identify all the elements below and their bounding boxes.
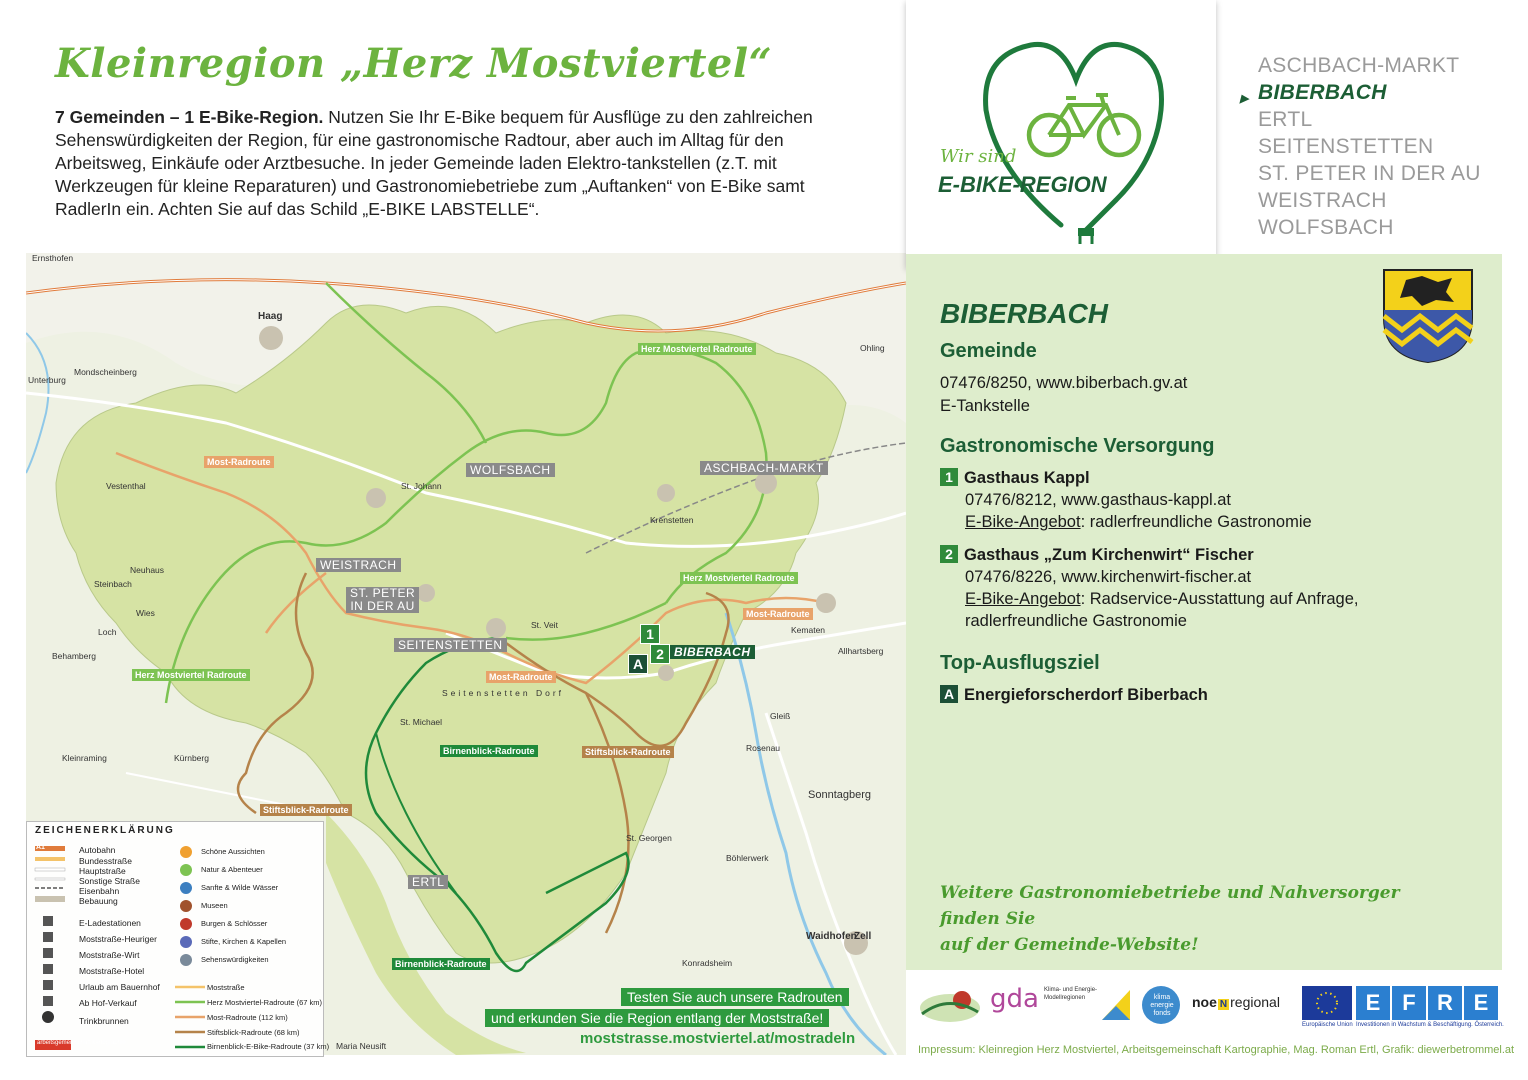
marker-gastro-2[interactable]: 2	[650, 644, 670, 664]
coat-of-arms-icon	[1382, 268, 1474, 364]
municipality-item[interactable]: ERTL	[1258, 108, 1313, 131]
e-bike-region-logo	[906, 0, 1216, 268]
eu-flag-icon	[1302, 986, 1352, 1020]
top-letter: A	[940, 685, 958, 703]
map-place: Rosenau	[746, 743, 781, 753]
map-place: Ohling	[860, 343, 885, 353]
town-label-wolfsbach: WOLFSBACH	[466, 463, 555, 477]
legend-most-route: Most-Radroute (112 km)	[207, 1013, 288, 1022]
gastro-name-2: Gasthaus „Zum Kirchenwirt“ Fischer	[964, 546, 1254, 564]
map-legend	[26, 821, 330, 1057]
legend-a1-badge: A1	[36, 844, 45, 851]
legend-bauernhof: Urlaub am Bauernhof	[79, 982, 160, 992]
gemeinde-heading: Gemeinde	[940, 340, 1037, 362]
info-title: BIBERBACH	[940, 298, 1108, 329]
gastro-item-2	[940, 544, 1480, 632]
map-place: St. Johann	[401, 481, 442, 491]
klima-logo: Klima- und Energie-Modellregionen	[1044, 987, 1098, 1001]
map-place: Allhartsberg	[838, 646, 884, 656]
legend-sehenswuerdigkeiten: Sehenswürdigkeiten	[201, 955, 269, 964]
tagline-line-2: auf der Gemeinde-Website!	[940, 935, 1199, 955]
town-label-stpeter	[346, 587, 419, 613]
map-place: Gleiß	[770, 711, 791, 721]
efre-letter: F	[1392, 986, 1426, 1020]
map-place: Vestenthal	[106, 481, 146, 491]
marker-ausflugsziel-a[interactable]: A	[628, 654, 648, 674]
gastro-offer-label-1: E-Bike-Angebot	[965, 513, 1081, 531]
map-place: Sonntagberg	[808, 789, 871, 801]
herz-mostviertel-logo-icon	[918, 984, 982, 1028]
map-place: St. Georgen	[626, 833, 672, 843]
noe-n-icon: N	[1219, 999, 1228, 1010]
map-place: Seitenstetten Dorf	[442, 688, 565, 698]
map-place: St. Veit	[531, 620, 558, 630]
intro-body: Nutzen Sie Ihr E-Bike bequem für Ausflüge zu den zahlreichen Sehenswürdigkeiten der Region, für eine gastronomische Radtour, aber auch im Alltag für den Arbeitsweg, Einkäufe oder Arztbesuche. In jeder Gemeinde laden Elektro-tankstellen (z.T. mit Werkzeugen für kleine Reparaturen) und Gastronomiebetriebe zum „Auftanken“ von E-Bike samt RadlerIn ein. Achten Sie auf das Schild „E-BIKE LABSTELLE“.	[55, 107, 813, 219]
town-label-seitenstetten: SEITENSTETTEN	[394, 638, 507, 652]
gastro-number-2: 2	[940, 545, 958, 563]
map-place: Krenstetten	[650, 515, 694, 525]
map-place: Steinbach	[94, 579, 132, 589]
efre-letter: R	[1428, 986, 1462, 1020]
tagline	[940, 880, 1460, 958]
legend-wasser: Sanfte & Wilde Wässer	[201, 883, 279, 892]
town-label-aschbach: ASCHBACH-MARKT	[700, 461, 828, 475]
logo-line-1: Wir sind	[940, 146, 1017, 167]
municipality-item[interactable]: WOLFSBACH	[1258, 216, 1394, 239]
route-label-herz: Herz Mostviertel Radroute	[680, 572, 798, 584]
map-place: Waidhofen	[806, 931, 857, 942]
gda-logo: gda	[990, 984, 1039, 1014]
partner-logos	[916, 982, 1506, 1030]
gastro-name-1: Gasthaus Kappl	[964, 469, 1090, 487]
legend-hauptstrasse: Hauptstraße	[79, 866, 126, 876]
eu-caption: Europäische Union	[1302, 1022, 1353, 1028]
noe-label: noe	[1192, 994, 1217, 1010]
page-title: Kleinregion „Herz Mostviertel“	[55, 40, 773, 87]
map-place: Maria Neusift	[336, 1041, 387, 1051]
gastro-offer-2-cont: radlerfreundliche Gastronomie	[965, 612, 1187, 630]
route-label-most: Most-Radroute	[204, 456, 274, 468]
municipality-item[interactable]: WEISTRACH	[1258, 189, 1387, 212]
top-name: Energieforscherdorf Biberbach	[964, 686, 1208, 704]
promo-url-link[interactable]: moststrasse.mostviertel.at/mostradeln	[580, 1030, 856, 1047]
legend-bebauung: Bebauung	[79, 896, 118, 906]
legend-natur: Natur & Abenteuer	[201, 865, 263, 874]
legend-trinkbrunnen: Trinkbrunnen	[79, 1016, 129, 1026]
top-heading: Top-Ausflugsziel	[940, 652, 1100, 674]
legend-sonstige-strasse: Sonstige Straße	[79, 876, 140, 886]
map-place: Kleinraming	[62, 753, 107, 763]
map-place: Wies	[136, 608, 155, 618]
legend-moststrasse: Moststraße	[207, 983, 245, 992]
impressum: Impressum: Kleinregion Herz Mostviertel, Arbeitsgemeinschaft Kartographie, Mag. Roman Ertl, Grafik: diewerbetrommel.at	[918, 1044, 1515, 1056]
promo-line-2: und erkunden Sie die Region entlang der Moststraße!	[485, 1009, 829, 1027]
route-label-herz: Herz Mostviertel Radroute	[132, 669, 250, 681]
klima-modellregion-icon	[1100, 988, 1132, 1022]
map-place: Neuhaus	[130, 565, 165, 575]
map-place: Kürnberg	[174, 753, 209, 763]
map-place: Konradsheim	[682, 958, 733, 968]
legend-museen: Museen	[201, 901, 228, 910]
gemeinde-extra: E-Tankstelle	[940, 397, 1030, 415]
efre-letter: E	[1356, 986, 1390, 1020]
efre-caption: Investitionen in Wachstum & Beschäftigung. Österreich.	[1356, 1022, 1504, 1028]
top-item	[940, 684, 1208, 706]
intro-bold: 7 Gemeinden – 1 E-Bike-Region.	[55, 107, 324, 127]
town-label-biberbach: BIBERBACH	[670, 645, 755, 659]
logo-line-2: E-BIKE-REGION	[938, 172, 1107, 197]
town-label-weistrach: WEISTRACH	[316, 558, 401, 572]
gastro-item-1	[940, 467, 1480, 533]
legend-credit: arbeitsgemeinschaft kartographie	[37, 1040, 126, 1046]
gastro-offer-label-2: E-Bike-Angebot	[965, 590, 1081, 608]
klimafonds-logo: klima energie fonds	[1150, 994, 1174, 1017]
legend-burgen: Burgen & Schlösser	[201, 919, 268, 928]
legend-autobahn: Autobahn	[79, 845, 116, 855]
map-place: Mondscheinberg	[74, 367, 137, 377]
legend-ab-hof: Ab Hof-Verkauf	[79, 998, 137, 1008]
route-label-stifts: Stiftsblick-Radroute	[260, 804, 352, 816]
municipality-item[interactable]: ▶ BIBERBACH	[1258, 79, 1518, 106]
map-place: Ernsthofen	[32, 253, 74, 263]
gastro-number-1: 1	[940, 468, 958, 486]
noe-logo	[1192, 994, 1280, 1010]
legend-wirt: Moststraße-Wirt	[79, 950, 140, 960]
route-label-stifts: Stiftsblick-Radroute	[582, 746, 674, 758]
route-label-birnen: Birnenblick-Radroute	[392, 958, 490, 970]
route-label-birnen: Birnenblick-Radroute	[440, 745, 538, 757]
gastro-contact-2: 07476/8226, www.kirchenwirt-fischer.at	[965, 568, 1252, 586]
map-place: Unterburg	[28, 375, 66, 385]
gastro-offer-1: : radlerfreundliche Gastronomie	[1080, 513, 1312, 531]
map-place: St. Michael	[400, 717, 443, 727]
tagline-line-1: Weitere Gastronomiebetriebe und Nahversorger finden Sie	[940, 883, 1400, 929]
map-place: Behamberg	[52, 651, 96, 661]
route-label-most: Most-Radroute	[743, 608, 813, 620]
municipality-list	[1258, 52, 1518, 241]
legend-heuriger: Moststraße-Heuriger	[79, 934, 157, 944]
legend-aussichten: Schöne Aussichten	[201, 847, 265, 856]
gastro-contact-1: 07476/8212, www.gasthaus-kappl.at	[965, 491, 1232, 509]
legend-e-ladestationen: E-Ladestationen	[79, 918, 141, 928]
promo-line-1: Testen Sie auch unsere Radrouten	[621, 988, 849, 1006]
map-place: Böhlerwerk	[726, 853, 769, 863]
legend-stifte: Stifte, Kirchen & Kapellen	[201, 937, 287, 946]
municipality-item[interactable]: ST. PETER IN DER AU	[1258, 162, 1481, 185]
heart-bike-icon	[906, 0, 1216, 268]
legend-hotel: Moststraße-Hotel	[79, 966, 145, 976]
legend-eisenbahn: Eisenbahn	[79, 886, 120, 896]
map-place: Kematen	[791, 625, 826, 635]
legend-bundesstrasse: Bundesstraße	[79, 856, 132, 866]
marker-gastro-1[interactable]: 1	[640, 624, 660, 644]
town-label-ertl: ERTL	[408, 875, 448, 889]
route-label-herz: Herz Mostviertel Radroute	[638, 343, 756, 355]
intro-text	[55, 106, 855, 221]
town-label-stpeter-2: IN DER AU	[350, 599, 415, 613]
legend-title: ZEICHENERKLÄRUNG	[35, 825, 175, 836]
gastro-offer-2: : Radservice-Ausstattung auf Anfrage,	[1080, 590, 1359, 608]
legend-symbols-left	[33, 842, 73, 1054]
legend-birnen-route: Birnenblick-E-Bike-Radroute (37 km)	[207, 1042, 330, 1051]
map-place: Haag	[258, 311, 283, 322]
efre-logo	[1356, 986, 1498, 1020]
efre-letter: E	[1464, 986, 1498, 1020]
map-place: Loch	[98, 627, 117, 637]
route-label-most: Most-Radroute	[486, 671, 556, 683]
town-label-stpeter-1: ST. PETER	[350, 586, 416, 600]
municipality-item[interactable]: SEITENSTETTEN	[1258, 135, 1434, 158]
map-place: Zell	[854, 931, 872, 942]
legend-stifts-route: Stiftsblick-Radroute (68 km)	[207, 1028, 300, 1037]
municipality-item[interactable]: ASCHBACH-MARKT	[1258, 54, 1460, 77]
noe-regional-label: regional	[1230, 994, 1280, 1010]
gastro-heading: Gastronomische Versorgung	[940, 435, 1215, 457]
gemeinde-contact: 07476/8250, www.biberbach.gv.at	[940, 374, 1188, 392]
legend-herz-route: Herz Mostviertel-Radroute (67 km)	[207, 998, 323, 1007]
